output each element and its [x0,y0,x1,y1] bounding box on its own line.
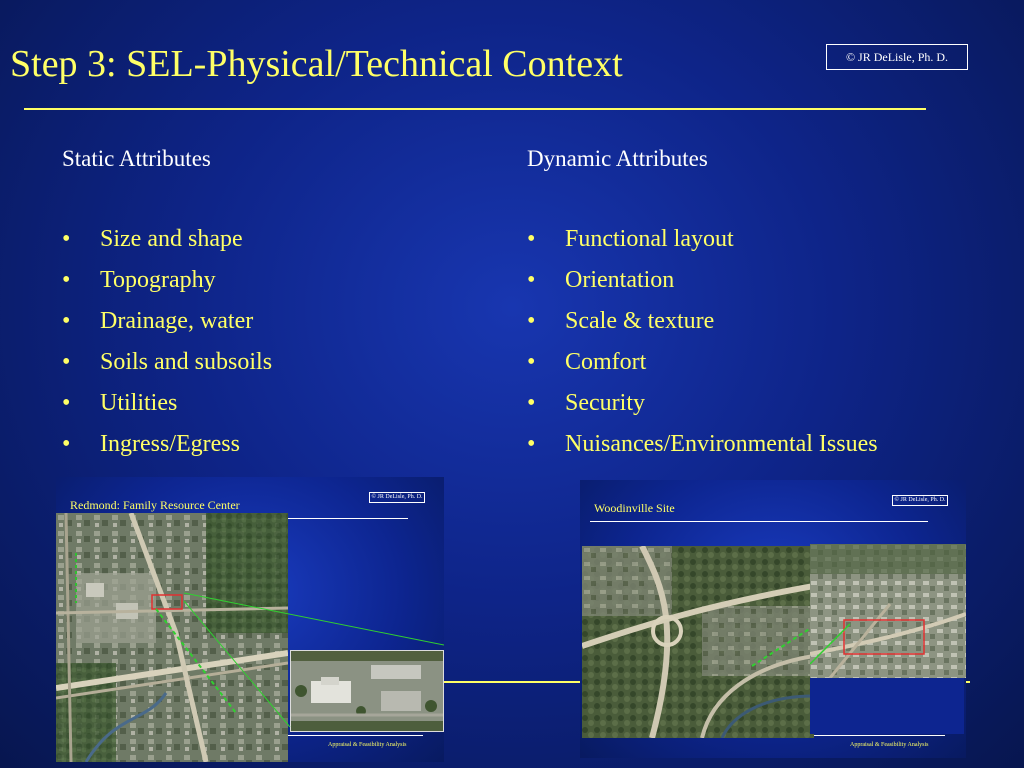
dynamic-attributes-heading: Dynamic Attributes [527,146,708,171]
title-underline [24,108,926,110]
list-item-text: Security [565,390,645,416]
list-item-text: Nuisances/Environmental Issues [565,431,878,457]
bullet: • [62,226,71,252]
list-item-text: Size and shape [100,226,243,252]
connector-line [444,681,580,683]
bullet: • [62,349,71,375]
copyright-box: © JR DeLisle, Ph. D. [826,44,968,70]
list-item-text: Ingress/Egress [100,431,240,457]
list-item-text: Topography [100,267,216,293]
woodinville-zoom-inset [810,544,966,678]
list-item-text: Utilities [100,390,178,416]
bullet: • [527,390,536,416]
slide-title: Step 3: SEL-Physical/Technical Context [10,43,623,85]
thumbnail-copyright: © JR DeLisle, Ph. D. [369,492,425,503]
list-item-text: Functional layout [565,226,734,252]
list-item-text: Comfort [565,349,647,375]
woodinville-aerial-map [582,546,814,738]
thumbnail-footer: Appraisal & Feasibility Analysis [328,742,407,748]
bullet: • [527,267,536,293]
bullet: • [527,431,536,457]
bullet: • [527,349,536,375]
empty-panel [810,678,964,734]
bullet: • [62,267,71,293]
bullet: • [527,308,536,334]
thumbnail-title: Redmond: Family Resource Center [70,498,240,512]
thumbnail-footer: Appraisal & Feasibility Analysis [850,742,929,748]
zoom-leader-lines [56,477,444,762]
redmond-slide-thumbnail [56,477,444,762]
list-item-text: Orientation [565,267,675,293]
bullet: • [527,226,536,252]
list-item-text: Drainage, water [100,308,254,334]
list-item-text: Soils and subsoils [100,349,273,375]
thumbnail-footer-rule [810,735,945,736]
bullet: • [62,431,71,457]
bullet: • [62,390,71,416]
bullet: • [62,308,71,334]
woodinville-slide-thumbnail [580,480,966,758]
thumbnail-rule [590,521,928,522]
static-attributes-heading: Static Attributes [62,146,211,171]
list-item-text: Scale & texture [565,308,715,334]
thumbnail-copyright: © JR DeLisle, Ph. D. [892,495,948,506]
thumbnail-title: Woodinville Site [594,501,675,515]
